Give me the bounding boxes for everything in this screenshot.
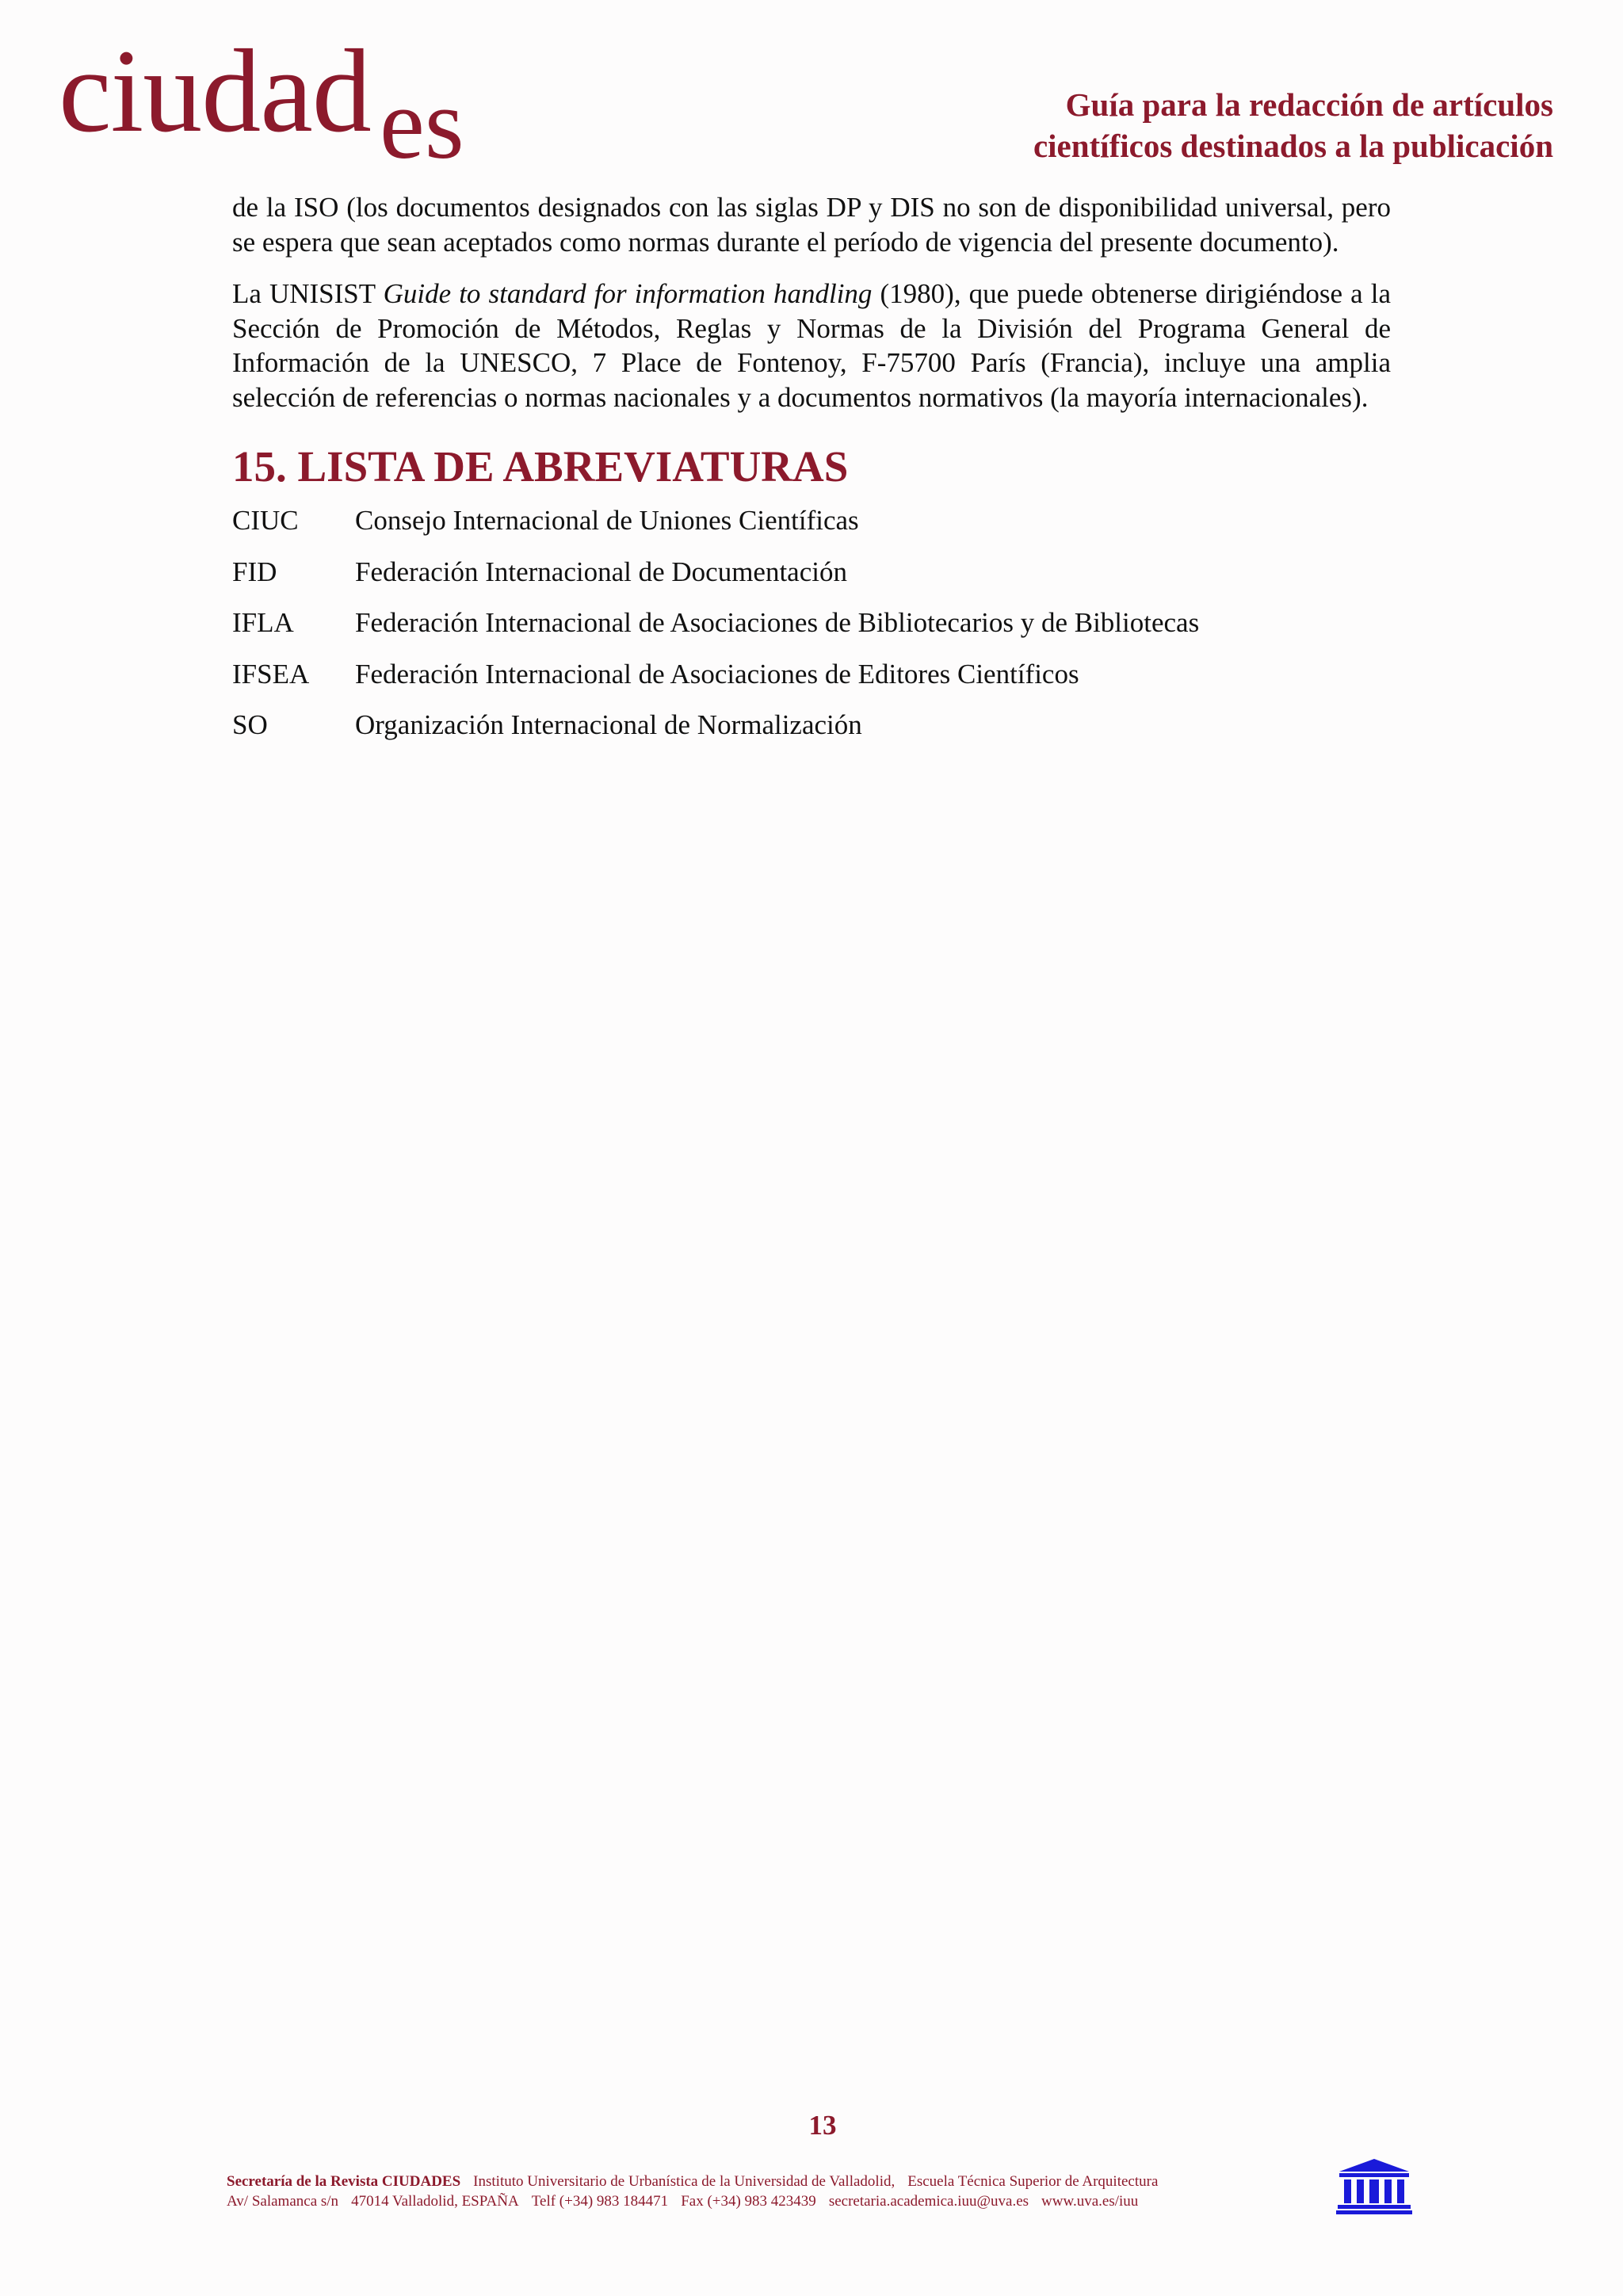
abbreviation-code: FID [232,556,277,587]
paragraph-unisist [232,277,1391,415]
header-title [840,84,1553,166]
abbreviation-description: Organización Internacional de Normalización [355,709,862,740]
abbreviation-description: Federación Internacional de Documentación [355,556,847,587]
header-title-line-1: Guía para la redacción de artículos [1065,86,1553,123]
footer-website[interactable]: www.uva.es/iuu [1041,2193,1139,2210]
abbreviation-description: Consejo Internacional de Uniones Científicas [355,505,859,536]
footer-school: Escuela Técnica Superior de Arquitectura [907,2173,1159,2190]
footer-institute: Instituto Universitario de Urbanística de la Universidad de Valladolid, [473,2173,896,2190]
abbreviation-code: SO [232,709,268,740]
logo-sub-text: es [380,67,464,180]
abbreviation-list [232,503,1391,759]
footer-email[interactable]: secretaria.academica.iuu@uva.es [828,2193,1029,2210]
abbreviation-row [232,503,1391,555]
footer-phone: Telf (+34) 983 184471 [531,2193,669,2210]
abbreviation-code: IFSEA [232,658,310,690]
footer-line-1 [227,2172,1257,2191]
section-heading: 15. LISTA DE ABREVIATURAS [232,442,849,491]
abbreviation-row [232,606,1391,657]
abbreviation-description: Federación Internacional de Asociaciones de Bibliotecarios y de Bibliotecas [355,607,1200,638]
abbreviation-code: CIUC [232,505,299,536]
unesco-temple-icon [1336,2157,1412,2214]
abbreviation-code: IFLA [232,607,294,638]
page-number: 13 [808,2110,837,2141]
paragraph-unisist-prefix: La UNISIST [232,278,384,309]
page-footer [227,2172,1257,2211]
abbreviation-row [232,555,1391,606]
footer-line-2 [227,2191,1257,2211]
ciudades-logo [59,25,502,180]
footer-fax: Fax (+34) 983 423439 [681,2193,816,2210]
abbreviation-row [232,708,1391,759]
main-content [232,190,1391,759]
paragraph-unisist-title: Guide to standard for information handling [383,278,873,309]
footer-address: Av/ Salamanca s/n [227,2193,339,2210]
paragraph-unisist-suffix: (1980), que puede obtenerse dirigiéndose a la Sección de Promoción de Métodos, Reglas y Normas de la División del Programa General de Información de la UNESCO, 7 Place de Fontenoy, F-75700 París (Francia), incluye una amplia selección de referencias o normas nacionales y a documentos normativos (la mayoría internacionales). [232,278,1391,413]
abbreviation-description: Federación Internacional de Asociaciones de Editores Científicos [355,658,1079,690]
abbreviation-row [232,657,1391,709]
paragraph-iso: de la ISO (los documentos designados con las siglas DP y DIS no son de disponibilidad universal, pero se espera que sean aceptados como normas durante el período de vigencia del presente documento). [232,192,1391,258]
header-title-line-2: científicos destinados a la publicación [1033,128,1553,164]
logo-main-text: ciudad [59,25,371,157]
footer-journal-secretariat: Secretaría de la Revista CIUDADES [227,2173,461,2190]
footer-city: 47014 Valladolid, ESPAÑA [351,2193,519,2210]
